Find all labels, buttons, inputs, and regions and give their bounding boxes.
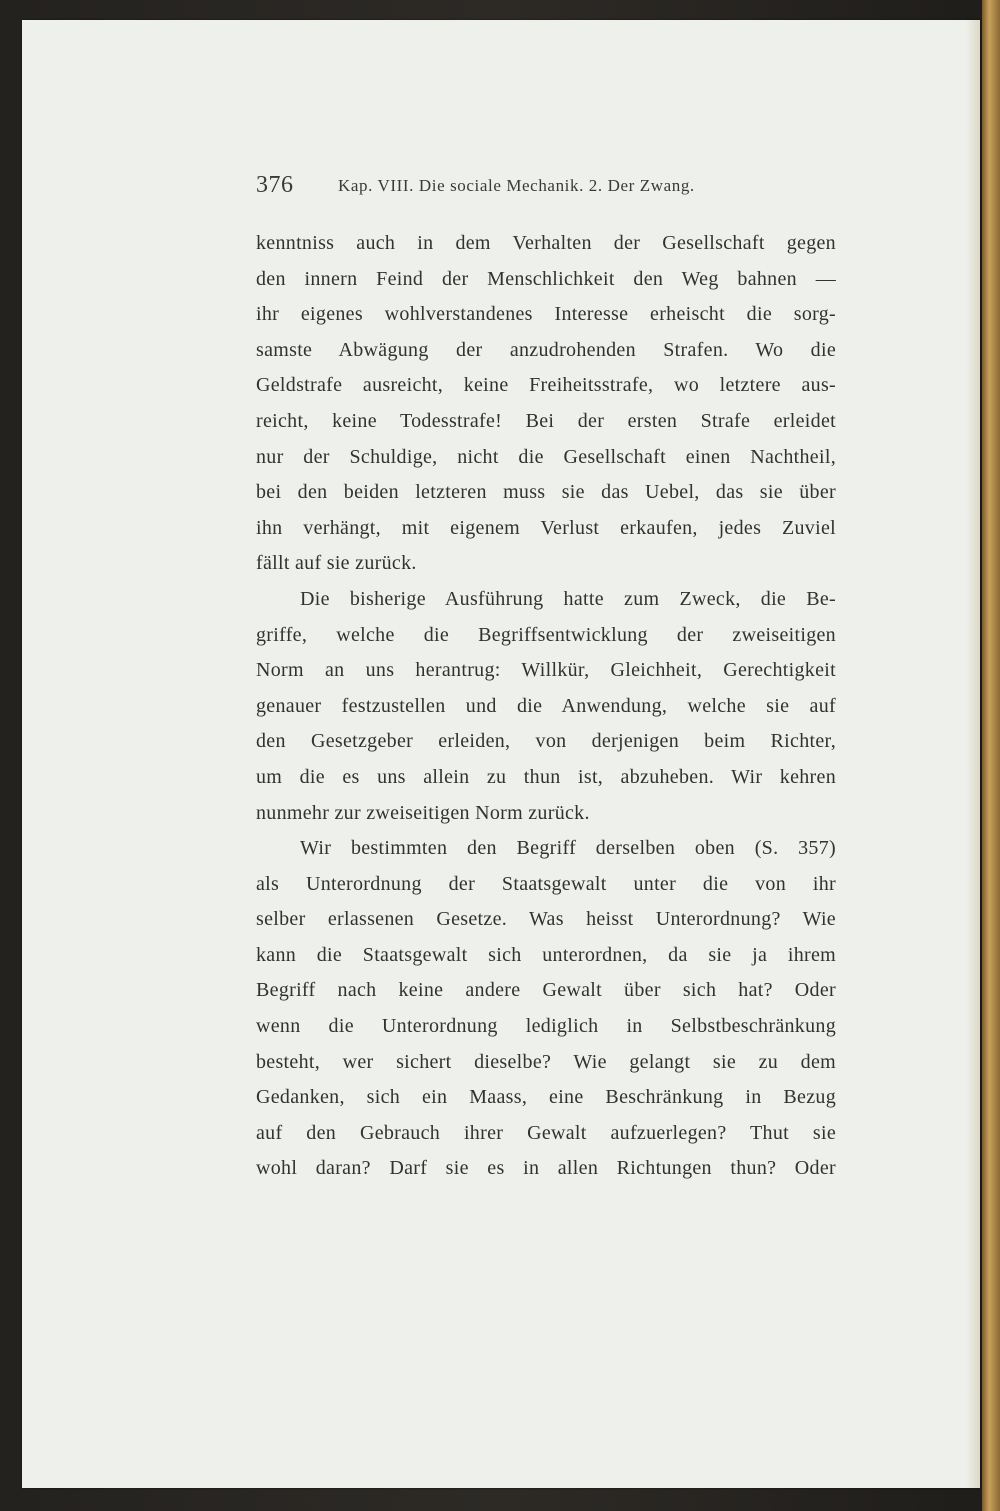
text-line: griffe, welche die Begriffsentwicklung der zweiseitigen — [256, 623, 836, 646]
text-line: besteht, wer sichert dieselbe? Wie gelangt sie zu dem — [256, 1050, 836, 1073]
text-line: den Gesetzgeber erleiden, von derjenigen beim Richter, — [256, 730, 836, 753]
page-number: 376 — [256, 172, 294, 198]
text-line: Norm an uns herantrug: Willkür, Gleichheit, Gerechtigkeit — [256, 659, 836, 682]
page-header — [256, 172, 836, 204]
text-line: auf den Gebrauch ihrer Gewalt aufzuerlegen? Thut sie — [256, 1121, 836, 1144]
text-line: den innern Feind der Menschlichkeit den Weg bahnen — — [256, 267, 836, 290]
book-spine-edge — [982, 0, 1000, 1511]
text-line-paragraph-end: fällt auf sie zurück. — [256, 552, 417, 575]
text-line-paragraph-end: nunmehr zur zweiseitigen Norm zurück. — [256, 801, 590, 824]
text-line: ihr eigenes wohlverstandenes Interesse erheischt die sorg- — [256, 303, 836, 326]
text-line: selber erlassenen Gesetze. Was heisst Unterordnung? Wie — [256, 908, 836, 931]
text-line: Gedanken, sich ein Maass, eine Beschränkung in Bezug — [256, 1086, 836, 1109]
text-line-paragraph-start: Die bisherige Ausführung hatte zum Zweck, die Be- — [300, 587, 836, 610]
text-line: als Unterordnung der Staatsgewalt unter die von ihr — [256, 872, 836, 895]
text-line: Geldstrafe ausreicht, keine Freiheitsstrafe, wo letztere aus- — [256, 374, 836, 397]
text-line: kann die Staatsgewalt sich unterordnen, da sie ja ihrem — [256, 943, 836, 966]
text-line-paragraph-start: Wir bestimmten den Begriff derselben oben (S. 357) — [300, 837, 836, 860]
text-line: Begriff nach keine andere Gewalt über sich hat? Oder — [256, 979, 836, 1002]
text-line: genauer festzustellen und die Anwendung, welche sie auf — [256, 694, 836, 717]
text-line: wenn die Unterordnung lediglich in Selbstbeschränkung — [256, 1015, 836, 1038]
text-line: samste Abwägung der anzudrohenden Strafen. Wo die — [256, 338, 836, 361]
text-line: ihn verhängt, mit eigenem Verlust erkaufen, jedes Zuviel — [256, 516, 836, 539]
body-text — [256, 226, 836, 1187]
text-line: kenntniss auch in dem Verhalten der Gesellschaft gegen — [256, 232, 836, 254]
text-line: wohl daran? Darf sie es in allen Richtungen thun? Oder — [256, 1157, 836, 1180]
text-line: reicht, keine Todesstrafe! Bei der ersten Strafe erleidet — [256, 409, 836, 432]
running-head: Kap. VIII. Die sociale Mechanik. 2. Der Zwang. — [338, 176, 695, 195]
page-edge-shading — [966, 20, 980, 1488]
text-line: bei den beiden letzteren muss sie das Uebel, das sie über — [256, 481, 836, 504]
text-line: um die es uns allein zu thun ist, abzuheben. Wir kehren — [256, 765, 836, 788]
text-line: nur der Schuldige, nicht die Gesellschaft einen Nachtheil, — [256, 445, 836, 468]
